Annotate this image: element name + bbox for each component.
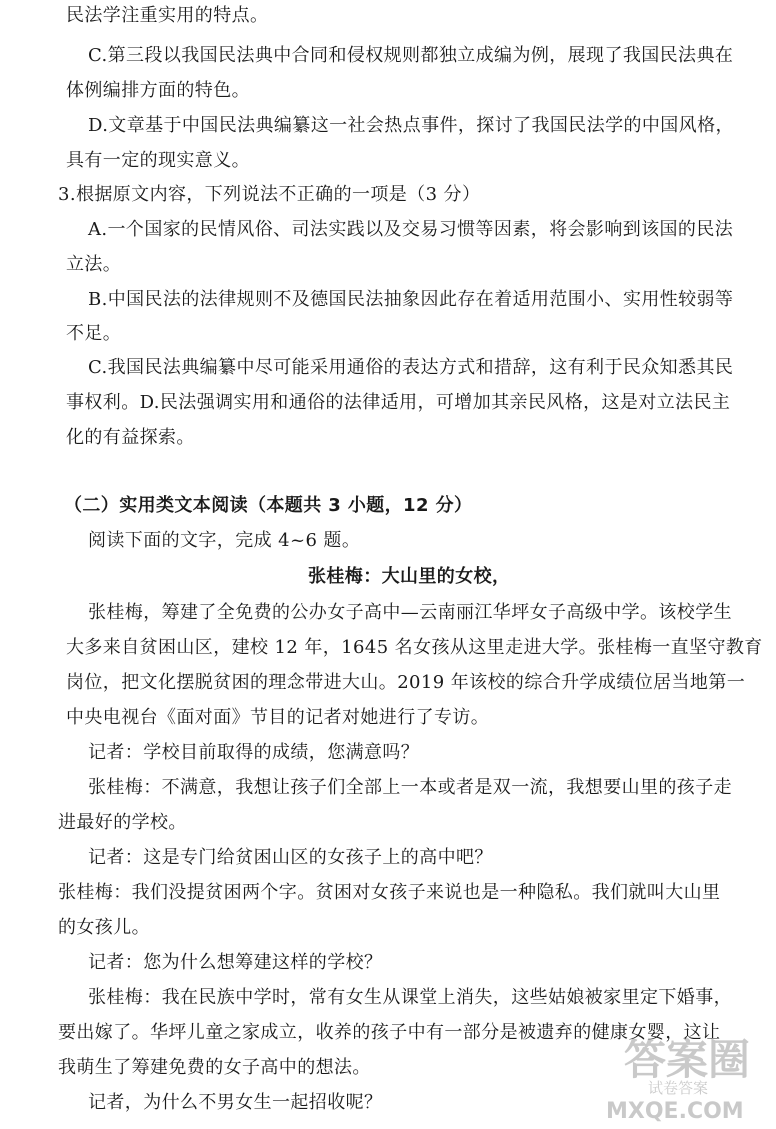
- text-line: 民法学注重实用的特点。: [66, 5, 269, 26]
- text-line: 我萌生了筹建免费的女子高中的想法。: [58, 1057, 371, 1078]
- watermark-subtitle: 试卷答案: [648, 1079, 709, 1097]
- text-line: C.第三段以我国民法典中合同和侵权规则都独立成编为例，展现了我国民法典在: [88, 45, 734, 66]
- option-c: C.我国民法典编纂中尽可能采用通俗的表达方式和措辞，这有利于民众知悉其民: [88, 357, 734, 378]
- watermark-logo-text: 答案圈: [624, 1035, 751, 1084]
- text-line: 事权利。D.民法强调实用和通俗的法律适用，可增加其亲民风格，这是对立法民主: [66, 392, 731, 413]
- watermark-domain: MXQE.COM: [606, 1099, 744, 1124]
- question-3-stem: 3.根据原文内容，下列说法不正确的一项是（3 分）: [58, 184, 481, 205]
- text-line: 记者：您为什么想筹建这样的学校？: [88, 952, 383, 973]
- instruction-text: 阅读下面的文字，完成 4~6 题。: [88, 530, 361, 551]
- text-line: 记者，为什么不男女生一起招收呢？: [88, 1092, 383, 1113]
- text-line: D.文章基于中国民法典编纂这一社会热点事件，探讨了我国民法学的中国风格，: [88, 115, 734, 136]
- section-heading: （二）实用类文本阅读（本题共 3 小题，12 分）: [64, 495, 473, 516]
- text-line: 张桂梅，筹建了全免费的公办女子高中—云南丽江华坪女子高级中学。该校学生: [88, 602, 732, 623]
- text-line: 不足。: [66, 323, 122, 344]
- text-line: 进最好的学校。: [58, 812, 187, 833]
- text-line: 立法。: [66, 254, 122, 275]
- text-line: 张桂梅：我在民族中学时，常有女生从课堂上消失，这些姑娘被家里定下婚事，: [88, 987, 732, 1008]
- text-line: 化的有益探索。: [66, 427, 195, 448]
- text-line: 张桂梅：不满意，我想让孩子们全部上一本或者是双一流，我想要山里的孩子走: [88, 777, 732, 798]
- text-line: 体例编排方面的特色。: [66, 80, 250, 101]
- text-line: 的女孩儿。: [58, 917, 150, 938]
- text-line: 记者：学校目前取得的成绩，您满意吗？: [88, 742, 420, 763]
- text-line: 大多来自贫困山区，建校 12 年，1645 名女孩从这里走进大学。张桂梅一直坚守教育: [66, 637, 763, 658]
- article-title: 张桂梅：大山里的女校，: [308, 566, 511, 587]
- text-line: 要出嫁了。华坪儿童之家成立，收养的孩子中有一部分是被遗弃的健康女婴，这让: [58, 1022, 721, 1043]
- text-line: 具有一定的现实意义。: [66, 150, 250, 171]
- text-line: 记者：这是专门给贫困山区的女孩子上的高中吧？: [88, 847, 493, 868]
- text-line: 岗位，把文化摆脱贫困的理念带进大山。2019 年该校的综合升学成绩位居当地第一: [66, 672, 746, 693]
- text-line: 中央电视台《面对面》节目的记者对她进行了专访。: [66, 707, 490, 728]
- option-a: A.一个国家的民情风俗、司法实践以及交易习惯等因素，将会影响到该国的民法: [88, 219, 734, 240]
- text-line: 张桂梅：我们没提贫困两个字。贫困对女孩子来说也是一种隐私。我们就叫大山里: [58, 882, 721, 903]
- option-b: B.中国民法的法律规则不及德国民法抽象因此存在着适用范围小、实用性较弱等: [88, 289, 734, 310]
- watermark: [586, 1019, 776, 1129]
